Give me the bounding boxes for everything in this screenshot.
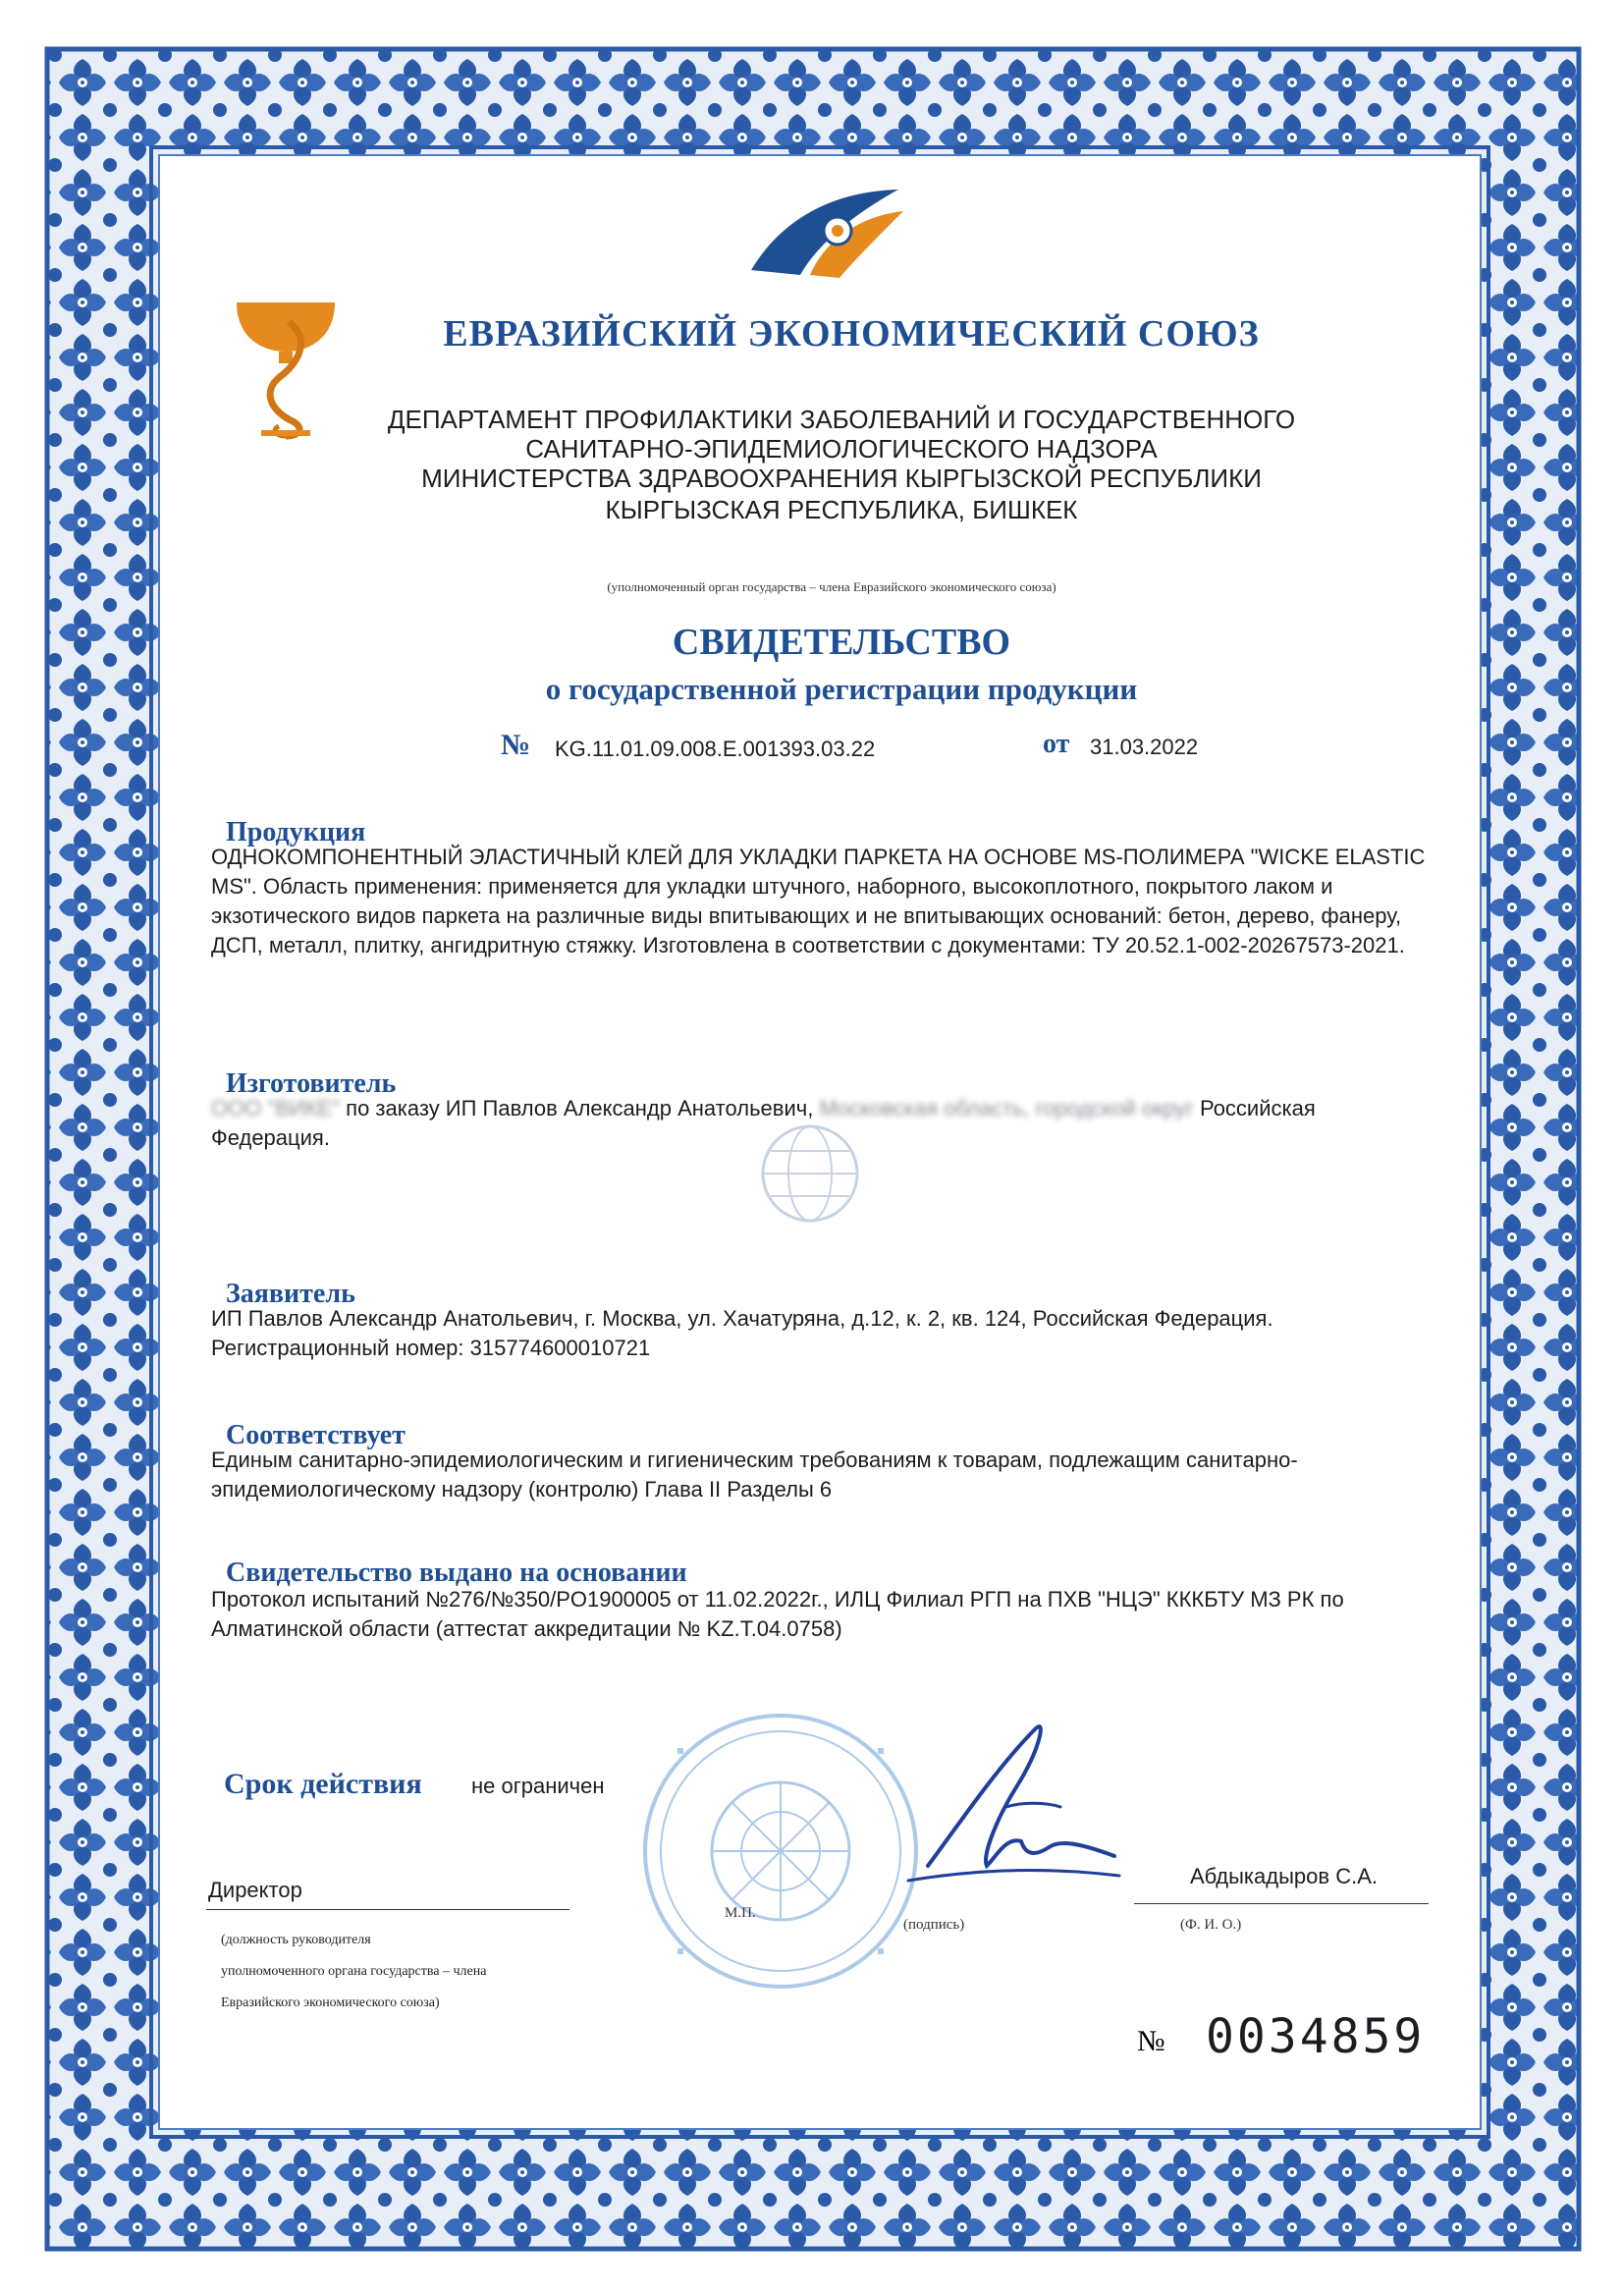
eaeu-emblem-icon [741, 182, 908, 280]
department-line-3: МИНИСТЕРСТВА ЗДРАВООХРАНЕНИЯ КЫРГЫЗСКОЙ РЕСПУБЛИКИ [421, 464, 1262, 493]
name-caption: (Ф. И. О.) [1180, 1917, 1242, 1933]
applicant-heading: Заявитель [226, 1279, 355, 1309]
applicant-text: ИП Павлов Александр Анатольевич, г. Москва, ул. Хачатуряна, д.12, к. 2, кв. 124, Российская Федерация. Регистрационный номер: 315774600010721 [211, 1306, 1273, 1360]
department-line-1: ДЕПАРТАМЕНТ ПРОФИЛАКТИКИ ЗАБОЛЕВАНИЙ И ГОСУДАРСТВЕННОГО [387, 405, 1296, 434]
position-note-line-1: (должность руководителя [221, 1933, 371, 1947]
position-note [221, 1925, 633, 2019]
department-line-2: САНИТАРНО-ЭПИДЕМИОЛОГИЧЕСКОГО НАДЗОРА [525, 434, 1158, 464]
compliance-heading: Соответствует [226, 1420, 406, 1450]
redacted-address-1: Московская область, [819, 1096, 1030, 1120]
registration-date: 31.03.2022 [1090, 735, 1199, 759]
position-underline [206, 1909, 569, 1910]
registration-number-label: № [501, 729, 531, 761]
form-number-label: № [1137, 2025, 1165, 2057]
signatory-name: Абдыкадыров С.А. [1190, 1864, 1378, 1888]
redacted-manufacturer-name: ООО "ВИКЕ" [211, 1096, 341, 1120]
basis-heading: Свидетельство выдано на основании [226, 1557, 687, 1588]
union-title: ЕВРАЗИЙСКИЙ ЭКОНОМИЧЕСКИЙ СОЮЗ [443, 313, 1260, 355]
stamp-label: М.П. [725, 1905, 756, 1921]
handwritten-signature-icon [889, 1709, 1124, 1905]
globe-watermark-icon [756, 1120, 864, 1228]
product-text: ОДНОКОМПОНЕНТНЫЙ ЭЛАСТИЧНЫЙ КЛЕЙ ДЛЯ УКЛАДКИ ПАРКЕТА НА ОСНОВЕ MS-ПОЛИМЕРА "WICKE ELASTIC MS". Область применения: применяется для укладки штучного, наборного, высокоплотного, покрытого лаком и экзотического видов паркета на различные виды впитывающих и не впитывающих оснований: бетон, дерево, фанеру, ДСП, металл, плитку, ангидритную стяжку. Изготовлена в соответствии с документами: ТУ 20.52.1-002-20267573-2021. [211, 845, 1426, 957]
name-underline [1134, 1903, 1429, 1904]
basis-text: Протокол испытаний №276/№350/PO1900005 от 11.02.2022г., ИЛЦ Филиал РГП на ПХВ "НЦЭ" КККБТУ МЗ РК по Алматинской области (аттестат аккредитации № KZ.T.04.0758) [211, 1587, 1344, 1641]
director-position: Директор [208, 1878, 302, 1902]
signature-caption: (подпись) [903, 1917, 965, 1933]
manufacturer-heading: Изготовитель [226, 1068, 397, 1099]
manufacturer-order-text: по заказу ИП Павлов Александр Анатольевич, [346, 1096, 814, 1120]
redacted-address-2: городской округ [1035, 1096, 1194, 1120]
certificate-subtitle: о государственной регистрации продукции [545, 672, 1138, 706]
compliance-text: Единым санитарно-эпидемиологическим и гигиеническим требованиям к товарам, подлежащим санитарно-эпидемиологическому надзору (контролю) Глава II Разделы 6 [211, 1448, 1298, 1502]
authority-note: (уполномоченный орган государства – члена Евразийского экономического союза) [607, 579, 1056, 594]
validity-label: Срок действия [224, 1768, 422, 1800]
product-heading: Продукция [226, 817, 366, 847]
validity-value: не ограничен [471, 1774, 605, 1798]
registration-date-label: от [1043, 729, 1070, 759]
official-stamp-icon [638, 1709, 923, 1994]
department-line-4: КЫРГЫЗСКАЯ РЕСПУБЛИКА, БИШКЕК [605, 495, 1078, 524]
certificate-title: СВИДЕТЕЛЬСТВО [672, 622, 1011, 663]
manufacturer-country: Российская Федерация. [211, 1096, 1316, 1150]
form-number: 0034859 [1206, 2009, 1426, 2064]
registration-number: KG.11.01.09.008.E.001393.03.22 [555, 737, 876, 761]
position-note-line-2: уполномоченного органа государства – члена [221, 1964, 487, 1979]
position-note-line-3: Евразийского экономического союза) [221, 1995, 440, 2010]
